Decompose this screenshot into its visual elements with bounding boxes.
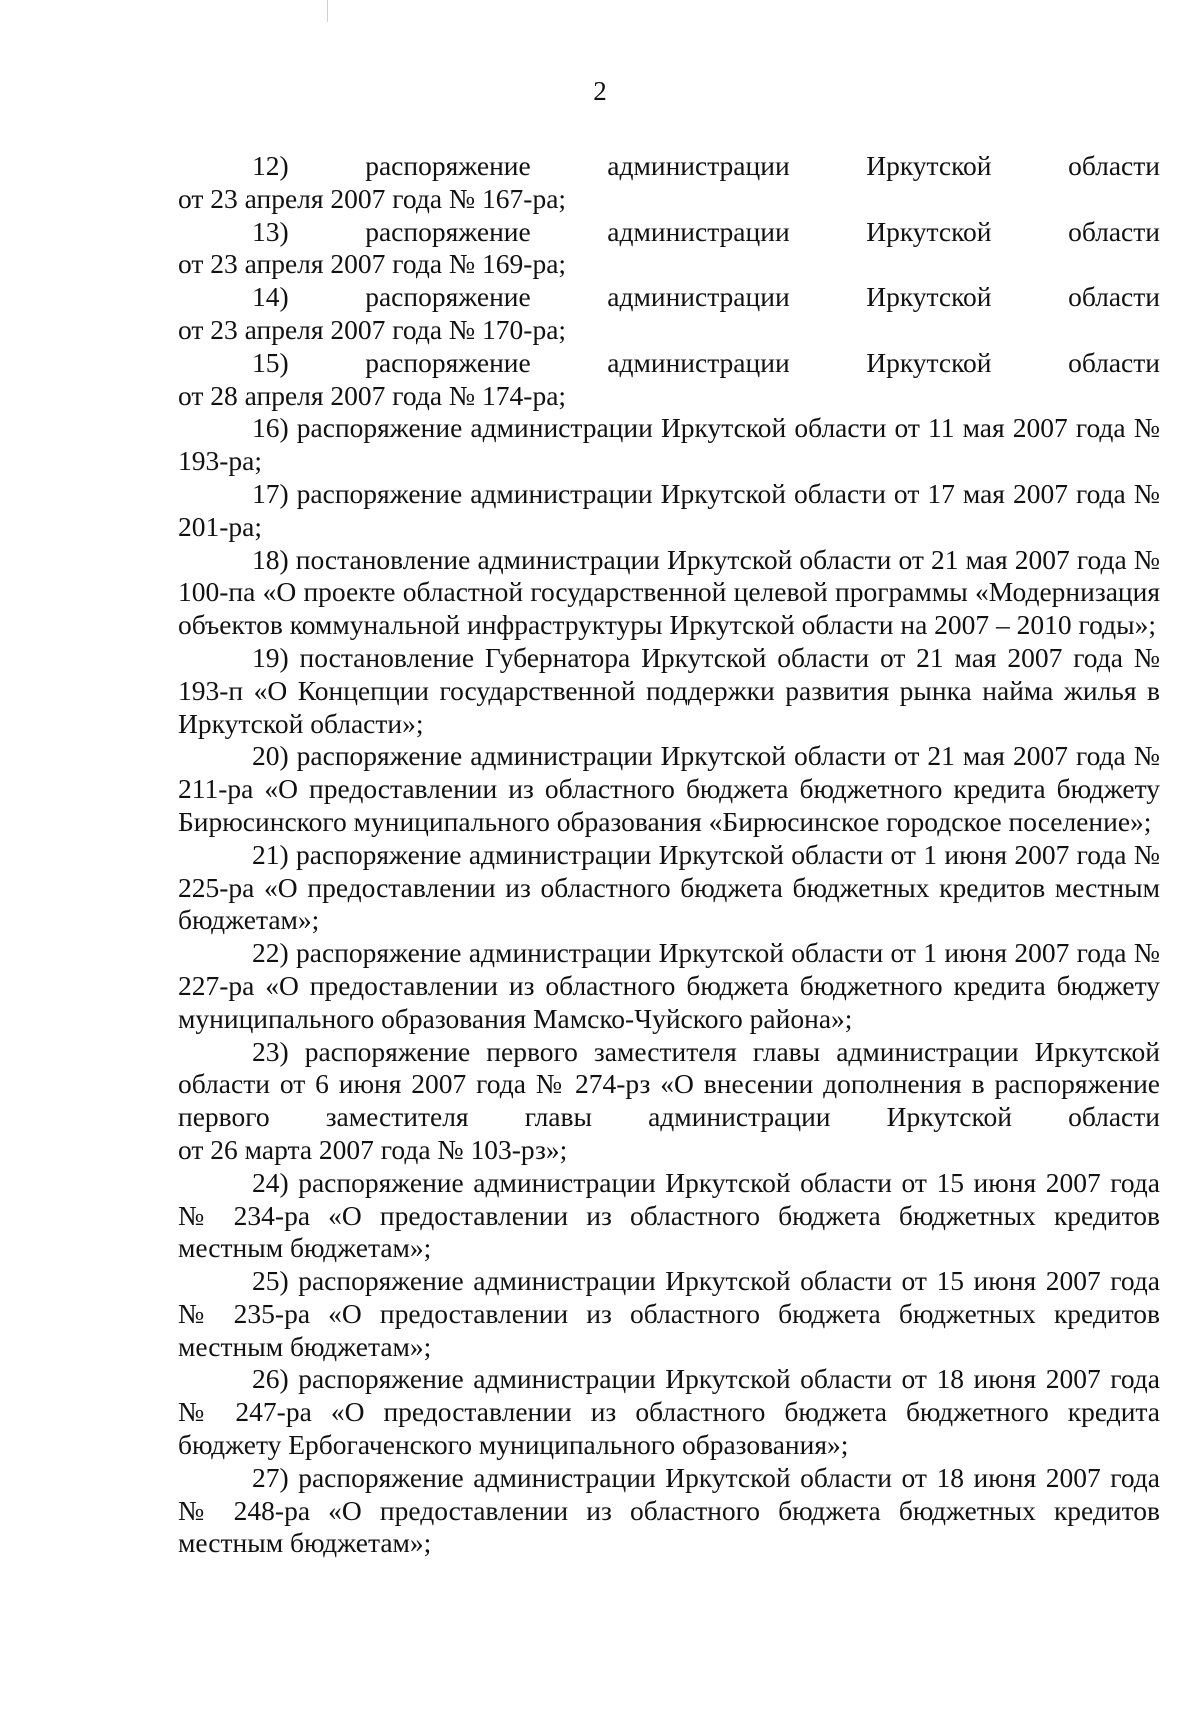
list-item-13-word: распоряжение bbox=[365, 215, 531, 247]
list-item-24: 24) распоряжение администрации Иркутской области от 15 июня 2007 года № 234-ра «О предоставлении из областного бюджета бюджетных кредитов местным бюджетам»; bbox=[178, 1166, 1160, 1264]
list-item-23-word: администрации bbox=[648, 1101, 831, 1133]
list-item-22: 22) распоряжение администрации Иркутской области от 1 июня 2007 года № 227-ра «О предоставлении из областного бюджета бюджетного кредита бюджету муниципального образования Мамско-Чуйского района»; bbox=[178, 937, 1160, 1034]
list-item-12-word: области bbox=[1068, 150, 1160, 181]
list-item-14-word: администрации bbox=[607, 281, 790, 313]
list-item-23-spread-line bbox=[178, 1101, 1160, 1134]
list-item-23-text: 23) распоряжение первого заместителя главы администрации Иркутской области от 6 июня 2007 года № 274-рз «О внесении дополнения в распоряжение bbox=[178, 1035, 1160, 1100]
list-item-14-first-line bbox=[178, 281, 1160, 314]
list-item-23 bbox=[178, 1036, 1160, 1167]
list-item-12-word: распоряжение bbox=[365, 150, 531, 181]
list-item-13-word: Иркутской bbox=[866, 215, 992, 247]
list-item-12-word: 12) bbox=[252, 150, 289, 181]
list-item-23-word: области bbox=[1068, 1101, 1160, 1133]
list-item-14-word: Иркутской bbox=[866, 281, 992, 313]
list-item-25: 25) распоряжение администрации Иркутской области от 15 июня 2007 года № 235-ра «О предоставлении из областного бюджета бюджетных кредитов местным бюджетам»; bbox=[178, 1265, 1160, 1362]
list-item-20: 20) распоряжение администрации Иркутской области от 21 мая 2007 года № 211-ра «О предоставлении из областного бюджета бюджетного кредита бюджету Бирюсинского муниципального образования «Бирюсинское городское поселение»; bbox=[178, 740, 1160, 837]
list-item-23-word: главы bbox=[524, 1101, 592, 1133]
list-item-26: 26) распоряжение администрации Иркутской области от 18 июня 2007 года № 247-ра «О предоставлении из областного бюджета бюджетного кредита бюджету Ербогаченского муниципального образования»; bbox=[178, 1363, 1160, 1461]
list-item-14-word: 14) bbox=[252, 281, 289, 313]
list-item-23-word: первого bbox=[178, 1101, 270, 1133]
list-item-15-first-line bbox=[178, 347, 1160, 380]
list-item-12-first-line bbox=[178, 150, 1160, 183]
list-item-18: 18) постановление администрации Иркутской области от 21 мая 2007 года № 100-па «О проекте областной государственной целевой программы «Модернизация объектов коммунальной инфраструктуры Иркутской области на 2007 – 2010 годы»; bbox=[178, 543, 1160, 641]
list-item-15 bbox=[178, 347, 1160, 413]
document-body bbox=[178, 150, 1160, 1560]
list-item-15-word: администрации bbox=[607, 346, 790, 378]
list-item-12-word: администрации bbox=[607, 150, 790, 181]
list-item-13-word: 13) bbox=[252, 215, 289, 247]
list-item-23-tail: от 26 марта 2007 года № 103-рз»; bbox=[178, 1133, 568, 1165]
list-item-15-word: распоряжение bbox=[365, 346, 531, 378]
list-item-19: 19) постановление Губернатора Иркутской области от 21 мая 2007 года № 193-п «О Концепции государственной поддержки развития рынка найма жилья в Иркутской области»; bbox=[178, 641, 1160, 739]
list-item-14-word: области bbox=[1068, 281, 1160, 313]
list-item-13 bbox=[178, 216, 1160, 282]
list-item-23-word: Иркутской bbox=[886, 1101, 1012, 1133]
list-item-12 bbox=[178, 150, 1160, 216]
list-item-13-word: области bbox=[1068, 215, 1160, 247]
list-item-12-word: Иркутской bbox=[866, 150, 992, 181]
list-item-12-tail: от 23 апреля 2007 года № 167-ра; bbox=[178, 182, 567, 214]
list-item-14-word: распоряжение bbox=[365, 281, 531, 313]
list-item-15-tail: от 28 апреля 2007 года № 174-ра; bbox=[178, 379, 567, 411]
list-item-21: 21) распоряжение администрации Иркутской области от 1 июня 2007 года № 225-ра «О предоставлении из областного бюджета бюджетных кредитов местным бюджетам»; bbox=[178, 838, 1160, 936]
list-item-13-word: администрации bbox=[607, 215, 790, 247]
list-item-17: 17) распоряжение администрации Иркутской области от 17 мая 2007 года № 201-ра; bbox=[178, 477, 1160, 542]
list-item-23-word: заместителя bbox=[325, 1101, 469, 1133]
list-item-14 bbox=[178, 281, 1160, 347]
list-item-13-first-line bbox=[178, 216, 1160, 249]
list-item-27: 27) распоряжение администрации Иркутской области от 18 июня 2007 года № 248-ра «О предоставлении из областного бюджета бюджетных кредитов местным бюджетам»; bbox=[178, 1461, 1160, 1559]
list-item-13-tail: от 23 апреля 2007 года № 169-ра; bbox=[178, 248, 567, 280]
list-item-15-word: 15) bbox=[252, 346, 289, 378]
list-item-14-tail: от 23 апреля 2007 года № 170-ра; bbox=[178, 313, 567, 345]
page-number: 2 bbox=[593, 76, 607, 106]
scan-artifact-line bbox=[327, 0, 328, 22]
list-item-16: 16) распоряжение администрации Иркутской области от 11 мая 2007 года № 193-ра; bbox=[178, 412, 1160, 477]
list-item-15-word: Иркутской bbox=[866, 346, 992, 378]
list-item-15-word: области bbox=[1068, 346, 1160, 378]
